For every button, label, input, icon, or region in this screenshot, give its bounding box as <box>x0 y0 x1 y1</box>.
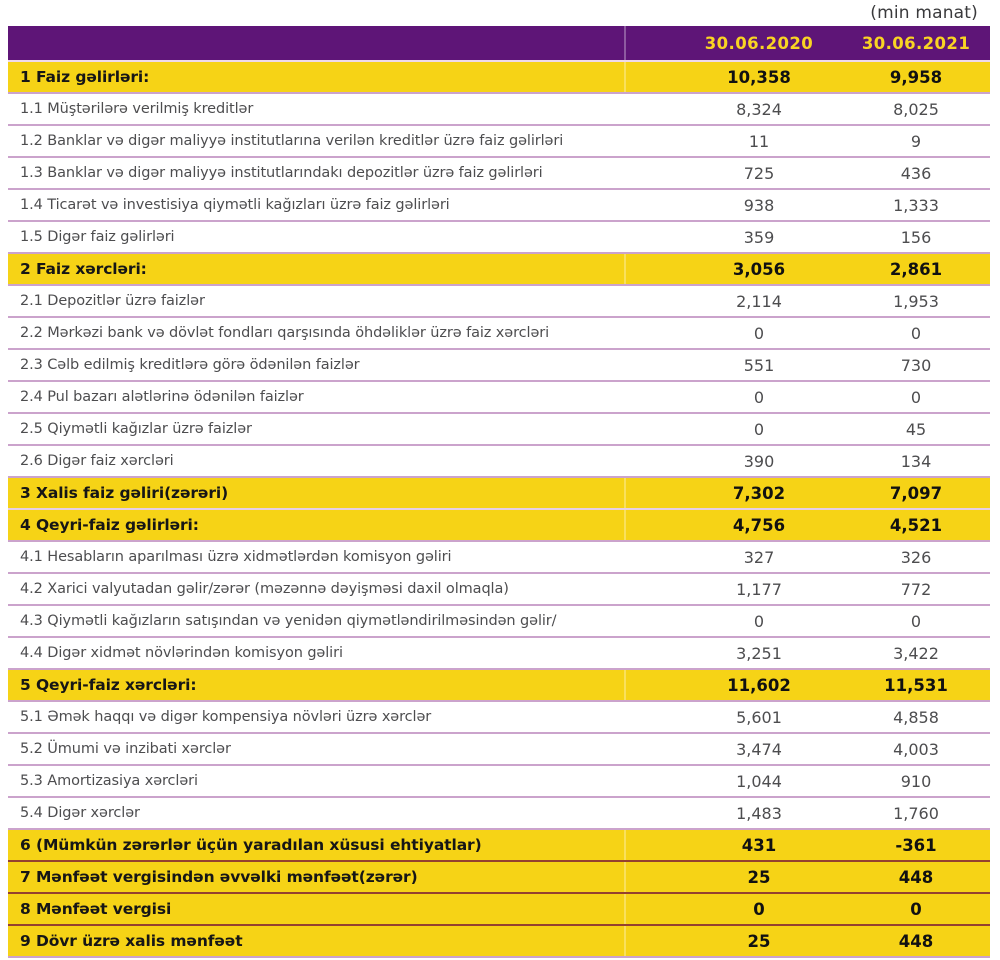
row-label: 2.5 Qiymətli kağızlar üzrə faizlər <box>20 421 252 437</box>
row-label: 2.3 Cəlb edilmiş kreditlərə görə ödənilən faizlər <box>20 357 360 373</box>
column-header-2020: 30.06.2020 <box>704 33 814 53</box>
row-values <box>624 254 990 284</box>
row-values <box>624 830 990 860</box>
column-header-2021: 30.06.2021 <box>861 33 971 53</box>
table-row <box>8 94 990 126</box>
row-values <box>624 478 990 508</box>
table-body <box>8 62 990 958</box>
value-2021: -361 <box>895 835 937 855</box>
row-label: 1.3 Banklar və digər maliyyə institutlarındakı depozitlər üzrə faiz gəlirləri <box>20 165 543 181</box>
row-label: 2.6 Digər faiz xərcləri <box>20 453 174 469</box>
value-2020: 0 <box>753 323 765 343</box>
value-2020: 0 <box>753 419 765 439</box>
table-header-row <box>8 26 990 62</box>
value-2021: 326 <box>900 547 932 567</box>
table-row <box>8 254 990 286</box>
value-2020: 0 <box>753 899 765 919</box>
value-2021: 9,958 <box>889 67 943 87</box>
value-2020: 390 <box>743 451 775 471</box>
value-2021: 4,521 <box>889 515 943 535</box>
value-2021: 45 <box>905 419 927 439</box>
value-2021: 448 <box>898 867 934 887</box>
table-row <box>8 158 990 190</box>
value-2021: 0 <box>910 611 922 631</box>
value-2020: 11 <box>748 131 770 151</box>
row-label: 5.1 Əmək haqqı və digər kompensiya növləri üzrə xərclər <box>20 709 432 725</box>
row-label: 1.4 Ticarət və investisiya qiymətli kağızları üzrə faiz gəlirləri <box>20 197 450 213</box>
table-row <box>8 766 990 798</box>
row-label: 2.2 Mərkəzi bank və dövlət fondları qarşısında öhdəliklər üzrə faiz xərcləri <box>20 325 550 341</box>
row-values <box>624 670 990 700</box>
table-row <box>8 862 990 894</box>
value-2020: 3,056 <box>732 259 786 279</box>
row-label: 9 Dövr üzrə xalis mənfəət <box>20 932 243 950</box>
value-2021: 8,025 <box>893 99 939 119</box>
table-row <box>8 574 990 606</box>
value-2020: 4,756 <box>732 515 786 535</box>
row-label: 1.2 Banklar və digər maliyyə institutlarına verilən kreditlər üzrə faiz gəlirləri <box>20 133 564 149</box>
table-row <box>8 318 990 350</box>
table-row <box>8 286 990 318</box>
table-row <box>8 62 990 94</box>
row-label: 5 Qeyri-faiz xərcləri: <box>20 676 197 694</box>
row-values <box>624 766 990 796</box>
table-row <box>8 222 990 254</box>
value-2021: 910 <box>900 771 932 791</box>
row-label: 3 Xalis faiz gəliri(zərəri) <box>20 484 229 502</box>
row-label: 4.1 Hesabların aparılması üzrə xidmətlərdən komisyon gəliri <box>20 549 452 565</box>
value-2021: 11,531 <box>884 675 948 695</box>
row-values <box>624 318 990 348</box>
value-2021: 1,953 <box>893 291 939 311</box>
row-values <box>624 446 990 476</box>
row-values <box>624 62 990 92</box>
value-2020: 1,044 <box>736 771 782 791</box>
value-2021: 448 <box>898 931 934 951</box>
value-2020: 1,483 <box>736 803 782 823</box>
table-row <box>8 926 990 958</box>
row-values <box>624 510 990 540</box>
row-values <box>624 350 990 380</box>
row-values <box>624 638 990 668</box>
row-values <box>624 798 990 828</box>
row-values <box>624 606 990 636</box>
row-label: 7 Mənfəət vergisindən əvvəlki mənfəət(zərər) <box>20 868 418 886</box>
table-row <box>8 702 990 734</box>
table-row <box>8 894 990 926</box>
value-2020: 2,114 <box>736 291 782 311</box>
value-2020: 551 <box>743 355 775 375</box>
row-values <box>624 286 990 316</box>
value-2021: 730 <box>900 355 932 375</box>
value-2021: 0 <box>910 387 922 407</box>
unit-note: (min manat) <box>870 3 978 23</box>
table-row <box>8 382 990 414</box>
value-2020: 431 <box>741 835 777 855</box>
row-values <box>624 734 990 764</box>
value-2021: 2,861 <box>889 259 943 279</box>
row-values <box>624 126 990 156</box>
value-2021: 1,333 <box>893 195 939 215</box>
table-row <box>8 446 990 478</box>
row-label: 5.2 Ümumi və inzibati xərclər <box>20 741 231 757</box>
table-row <box>8 606 990 638</box>
value-2020: 11,602 <box>727 675 791 695</box>
value-2021: 772 <box>900 579 932 599</box>
table-row <box>8 638 990 670</box>
value-2020: 1,177 <box>736 579 782 599</box>
value-2020: 938 <box>743 195 775 215</box>
row-values <box>624 222 990 252</box>
value-2021: 436 <box>900 163 932 183</box>
value-2021: 9 <box>910 131 922 151</box>
value-2021: 4,858 <box>893 707 939 727</box>
table-row <box>8 414 990 446</box>
value-2021: 1,760 <box>893 803 939 823</box>
row-label: 1 Faiz gəlirləri: <box>20 68 150 86</box>
value-2021: 156 <box>900 227 932 247</box>
value-2020: 25 <box>747 931 771 951</box>
table-row <box>8 542 990 574</box>
row-label: 6 (Mümkün zərərlər üçün yaradılan xüsusi ehtiyatlar) <box>20 836 482 854</box>
value-2021: 4,003 <box>893 739 939 759</box>
row-values <box>624 190 990 220</box>
row-values <box>624 926 990 956</box>
value-2021: 134 <box>900 451 932 471</box>
row-label: 5.4 Digər xərclər <box>20 805 140 821</box>
row-label: 2.4 Pul bazarı alətlərinə ödənilən faizlər <box>20 389 304 405</box>
table-row <box>8 798 990 830</box>
value-2020: 0 <box>753 387 765 407</box>
table-row <box>8 670 990 702</box>
table-row <box>8 190 990 222</box>
row-values <box>624 542 990 572</box>
value-2020: 327 <box>743 547 775 567</box>
value-2020: 10,358 <box>727 67 791 87</box>
value-2020: 3,251 <box>736 643 782 663</box>
row-values <box>624 574 990 604</box>
row-label: 4.4 Digər xidmət növlərindən komisyon gəliri <box>20 645 343 661</box>
value-2020: 359 <box>743 227 775 247</box>
value-2021: 7,097 <box>889 483 943 503</box>
row-values <box>624 862 990 892</box>
row-label: 5.3 Amortizasiya xərcləri <box>20 773 198 789</box>
income-statement-table <box>8 26 990 958</box>
row-values <box>624 894 990 924</box>
row-label: 4 Qeyri-faiz gəlirləri: <box>20 516 199 534</box>
row-values <box>624 158 990 188</box>
value-2021: 0 <box>910 323 922 343</box>
row-label: 4.3 Qiymətli kağızların satışından və yenidən qiymətləndirilməsindən gəlir/ <box>20 613 557 629</box>
value-2020: 3,474 <box>736 739 782 759</box>
table-row <box>8 830 990 862</box>
value-2020: 25 <box>747 867 771 887</box>
row-label: 1.5 Digər faiz gəlirləri <box>20 229 175 245</box>
value-2020: 7,302 <box>732 483 786 503</box>
table-row <box>8 734 990 766</box>
table-row <box>8 510 990 542</box>
table-row <box>8 126 990 158</box>
table-row <box>8 478 990 510</box>
value-2020: 8,324 <box>736 99 782 119</box>
row-label: 4.2 Xarici valyutadan gəlir/zərər (məzənnə dəyişməsi daxil olmaqla) <box>20 581 509 597</box>
value-2021: 3,422 <box>893 643 939 663</box>
row-values <box>624 414 990 444</box>
value-2020: 0 <box>753 611 765 631</box>
value-2020: 725 <box>743 163 775 183</box>
row-values <box>624 94 990 124</box>
row-label: 2.1 Depozitlər üzrə faizlər <box>20 293 205 309</box>
header-value-cells <box>624 26 990 60</box>
row-label: 1.1 Müştərilərə verilmiş kreditlər <box>20 101 254 117</box>
value-2020: 5,601 <box>736 707 782 727</box>
row-label: 8 Mənfəət vergisi <box>20 900 172 918</box>
row-label: 2 Faiz xərcləri: <box>20 260 147 278</box>
value-2021: 0 <box>910 899 922 919</box>
row-values <box>624 702 990 732</box>
table-row <box>8 350 990 382</box>
row-values <box>624 382 990 412</box>
header-label-cell <box>8 26 624 60</box>
